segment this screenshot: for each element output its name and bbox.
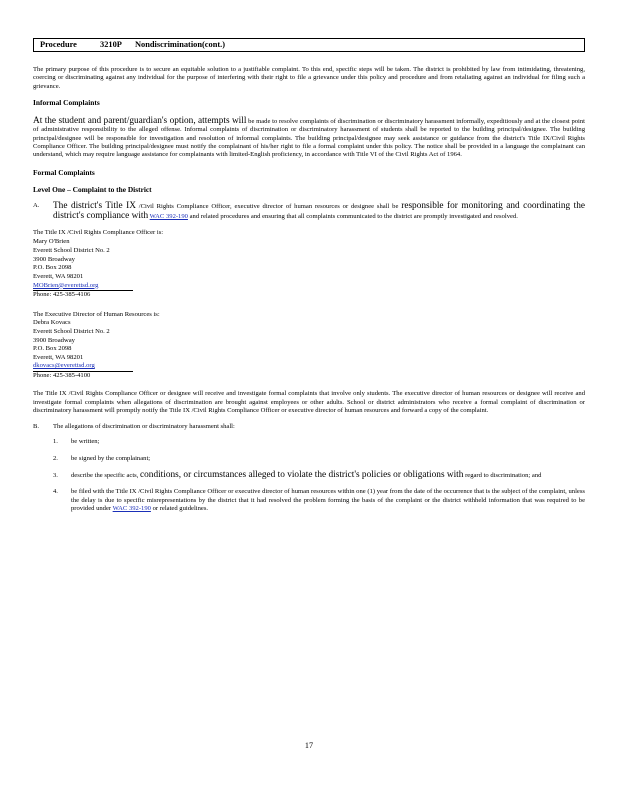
- officer-address-2: 3900 Broadway: [33, 255, 75, 263]
- hr-contact: [33, 311, 585, 381]
- list-item: [33, 455, 585, 463]
- wac-link-2[interactable]: WAC 392-190: [112, 505, 151, 513]
- section-a-label: A.: [33, 201, 40, 209]
- informal-paragraph: [33, 116, 585, 160]
- list-item-number: 1.: [53, 438, 58, 446]
- list-item-body: be filed with the Title IX /Civil Rights Compliance Officer or executive director of human resources within one (1) year from the date of the occurrence that is the subject of the complaint, unless the delay is due to specific misrepresentations by the district that it had resolved the problem forming the basis of the complaint or the district withheld information that was required to be provided under: [71, 488, 585, 513]
- officer-email-link[interactable]: MOBrien@everettsd.org: [33, 281, 99, 289]
- list-item-number: 2.: [53, 454, 58, 462]
- hr-address-2: 3900 Broadway: [33, 336, 75, 344]
- list-item-tail: or related guidelines.: [152, 505, 209, 513]
- list-item-tail: regard to discrimination; and: [465, 471, 542, 479]
- list-item-text: [71, 470, 585, 481]
- roles-paragraph: The Title IX /Civil Rights Compliance Officer or designee will receive and investigate formal complaints that involve only students. The executive director of human resources or designee will receive and investigate formal complaints when allegations of discrimination are brought against employees or other adults. School or district administrators who receive a formal complaint of discrimination or discriminatory harassment will promptly notify the Title IX /Civil Rights Compliance Officer or executive director of human resources and forward a copy of the complaint.: [33, 390, 585, 415]
- officer-name: Mary O'Brien: [33, 238, 70, 246]
- officer-intro: The Title IX /Civil Rights Compliance Officer is:: [33, 228, 164, 236]
- procedure-label: Procedure: [40, 40, 77, 49]
- informal-body: be made to resolve complaints of discrimination or discriminatory harassment informally, expeditiously and at the closest point of administrative responsibility to the alleged offense. Informal complaints of discrimination or discriminatory harassment of students shall be reported to the building principal/designee. The building principal/designee will be responsible for investigation and resolution of informal complaints. The building principal/designee may seek assistance or guidance from the district's Title IX/Civil Rights Compliance Officer. The building principal/designee must notify the complainant of his/her right to file a formal complaint under this policy. The notice shall be provided in a language the complainant can understand, which may require language assistance for complainants with limited-English proficiency, in accordance with Title VI of the Civil Rights Act of 1964.: [33, 117, 586, 159]
- hr-email-link[interactable]: dkovacs@everettsd.org: [33, 362, 95, 370]
- formal-heading: Formal Complaints: [33, 167, 95, 177]
- list-item-number: 4.: [53, 488, 58, 496]
- hr-address-4: Everett, WA 98201: [33, 353, 84, 361]
- section-b: [33, 423, 585, 431]
- list-item: [33, 470, 585, 481]
- officer-contact: [33, 229, 585, 300]
- section-b-text: The allegations of discrimination or discriminatory harassment shall:: [53, 422, 235, 430]
- list-item-text: be written;: [71, 438, 100, 446]
- list-item-number: 3.: [53, 471, 58, 479]
- section-a: [33, 201, 585, 222]
- list-item: [33, 438, 585, 446]
- officer-phone: Phone: 425-385-4106: [33, 291, 91, 299]
- section-a-tail: and related procedures and ensuring that all complaints communicated to the district are promptly investigated and resolved.: [189, 213, 518, 221]
- informal-heading: Informal Complaints: [33, 98, 100, 108]
- section-a-bold: responsible for monitoring and coordinating the district's compliance with: [53, 200, 585, 222]
- section-a-lead: The district's Title IX: [53, 200, 136, 211]
- officer-address-3: P.O. Box 2098: [33, 264, 72, 272]
- section-b-label: B.: [33, 422, 40, 430]
- hr-intro: The Executive Director of Human Resources is:: [33, 310, 160, 318]
- level-one-heading: Level One – Complaint to the District: [33, 185, 152, 195]
- hr-phone: Phone: 425-385-4100: [33, 371, 91, 379]
- hr-name: Debra Kovacs: [33, 319, 71, 327]
- hr-address-3: P.O. Box 2098: [33, 345, 72, 353]
- intro-paragraph: The primary purpose of this procedure is to secure an equitable solution to a justifiable complaint. To this end, specific steps will be taken. The district is prohibited by law from intimidating, threatening, coercing or discriminating against any individual for the purpose of interfering with their right to file a grievance under this policy and procedure and from retaliating against an individual for filing such a grievance.: [33, 66, 585, 90]
- hr-address-1: Everett School District No. 2: [33, 327, 110, 335]
- officer-address-1: Everett School District No. 2: [33, 247, 110, 255]
- procedure-number: 3210P: [100, 40, 122, 49]
- list-item-text: [71, 488, 585, 513]
- wac-link[interactable]: WAC 392-190: [149, 213, 188, 221]
- list-item: [33, 488, 585, 513]
- document-page: [33, 38, 585, 514]
- informal-lead: At the student and parent/guardian's option, attempts will: [33, 115, 247, 126]
- officer-address-4: Everett, WA 98201: [33, 272, 84, 280]
- section-a-mid: /Civil Rights Compliance Officer, executive director of human resources or designee shall be: [138, 202, 399, 210]
- procedure-header: [33, 38, 585, 52]
- section-a-text: [53, 201, 585, 222]
- list-item-text: be signed by the complainant;: [71, 454, 151, 462]
- list-item-lead: describe the specific acts,: [71, 471, 139, 479]
- list-item-bold: conditions, or circumstances alleged to violate the district's policies or obligations with: [140, 469, 464, 480]
- procedure-title: Nondiscrimination(cont.): [135, 40, 226, 49]
- page-number: 17: [304, 741, 314, 750]
